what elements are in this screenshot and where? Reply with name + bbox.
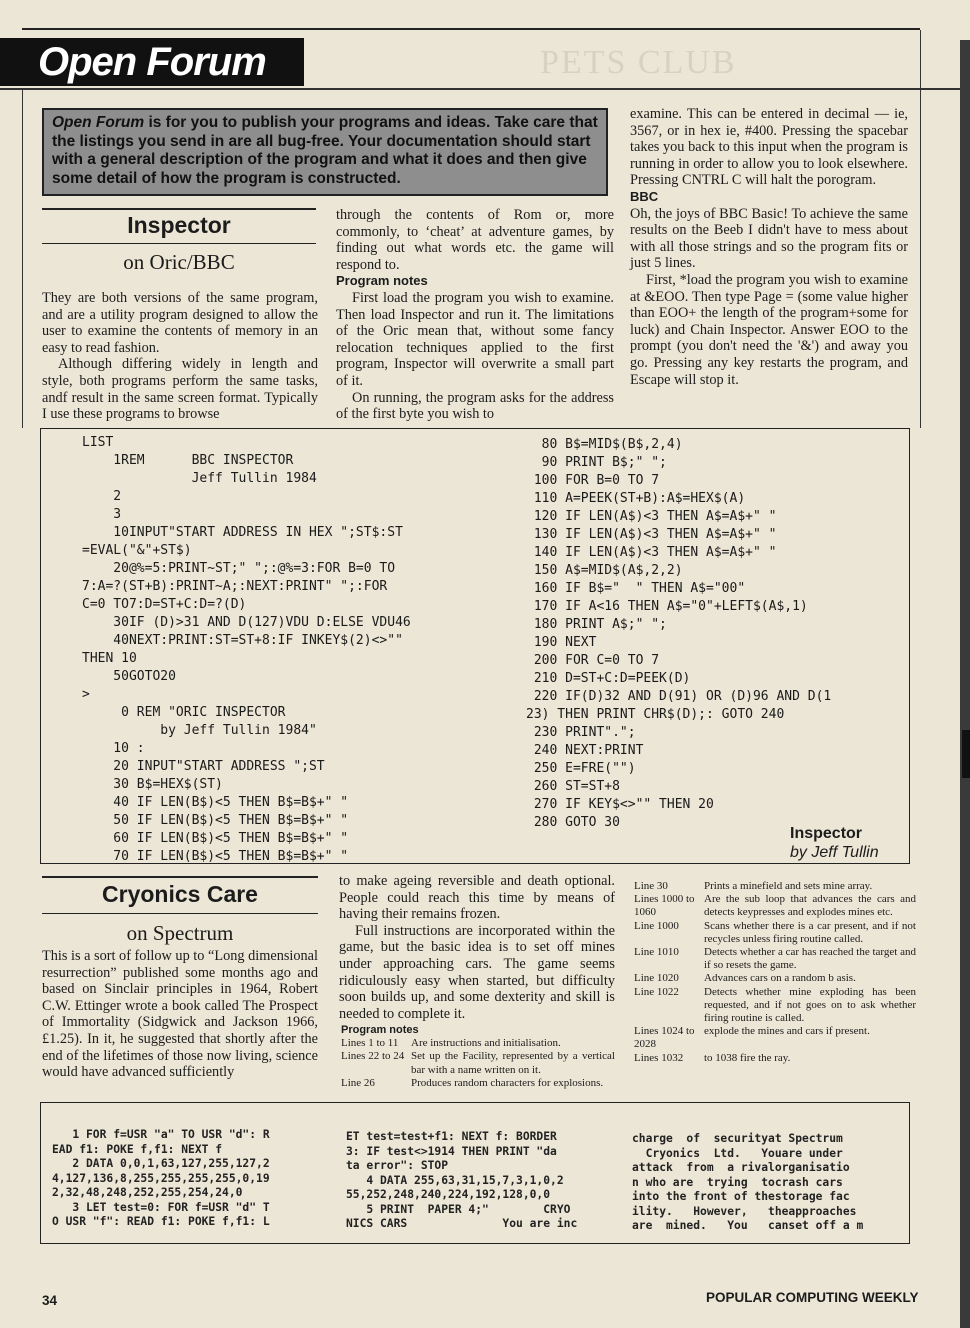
- note-text: Set up the Facility, represented by a vertical bar with a name written on it.: [411, 1050, 615, 1076]
- note-text: to 1038 fire the ray.: [704, 1051, 791, 1064]
- intro-box: [42, 108, 608, 196]
- article-subtitle-inspector: on Oric/BBC: [123, 250, 235, 274]
- cryonics-rule-mid: [42, 913, 318, 914]
- note-line: Line 1020: [634, 972, 679, 985]
- code-listing-bbc-oric: LIST 1REM BBC INSPECTOR Jeff Tullin 1984 2 3 10INPUT"START ADDRESS IN HEX ";ST$:ST =EVAL("&"+ST$) 20@%=5:PRINT~ST;" ";:@%=3:FOR B=0 TO 7:A=?(ST+B):PRINT~A;:NEXT:PRINT" ";:FOR C=0 TO7:D=ST+C:D=?(D) 30IF (D)>31 AND D(127)VDU D:ELSE VDU46 40NEXT:PRINT:ST=ST+8:IF INKEY$(2)<>"" THEN 10 50GOTO20 > 0 REM "ORIC INSPECTOR by Jeff Tullin 1984" 10 : 20 INPUT"START ADDRESS ";ST 30 B$=HEX$(ST) 40 IF LEN(B$)<5 THEN B$=B$+" " 50 IF LEN(B$)<5 THEN B$=B$+" " 60 IF LEN(B$)<5 THEN B$=B$+" " 70 IF LEN(B$)<5 THEN B$=B$+" ": [82, 435, 411, 864]
- column-rule-right: [920, 30, 921, 428]
- inspector-rule-top: [42, 208, 316, 210]
- note-line: Lines 1024 to 2028: [634, 1025, 695, 1051]
- note-row: [634, 972, 916, 985]
- inspector-column-3: [630, 106, 908, 388]
- note-text: Detects whether mine exploding has been requested, and if not goes on to ask whether firing routine is called.: [704, 985, 916, 1025]
- note-text: Prints a minefield and sets mine array.: [704, 880, 873, 892]
- paragraph: On running, the program asks for the address of the first byte you wish to: [336, 389, 614, 423]
- note-row: [634, 986, 916, 1026]
- article-title-cryonics: Cryonics Care: [102, 881, 258, 907]
- code-listing-spectrum-1: 1 FOR f=USR "a" TO USR "d": R EAD f1: POKE f,f1: NEXT f 2 DATA 0,0,1,63,127,255,127,2 4,127,136,8,255,255,255,255,0,19 2,32,48,248,252,255,254,24,0 3 LET test=0: FOR f=USR "d" T O USR "f": READ f1: POKE f,f1: L: [52, 1128, 270, 1228]
- inspector-column-2: [336, 207, 614, 423]
- column-rule-left: [22, 90, 23, 428]
- note-text: Advances cars on a random b asis.: [704, 972, 856, 985]
- note-text: Scans whether there is a car present, and if not recycles unless firing routine called.: [704, 919, 916, 945]
- page-number: 34: [42, 1293, 58, 1308]
- note-line: Line 30: [634, 880, 668, 892]
- inspector-rule-mid: [42, 243, 316, 244]
- program-notes-left: [341, 1024, 615, 1090]
- cryonics-rule-top: [42, 876, 318, 878]
- paragraph: to make ageing reversible and death optional. People could reach this time by means of having their remains frozen.: [339, 873, 615, 923]
- note-line: Lines 22 to 24: [341, 1050, 405, 1063]
- section-heading: Program notes: [336, 273, 428, 289]
- page-edge-mark: [962, 730, 970, 778]
- paragraph: examine. This can be entered in decimal — ie, 3567, or in hex ie, #400. Pressing the spacebar takes you back to this input when the program is running in order to allow you to look elsewhere. Pressing CNTRL C will halt the porogram.: [630, 106, 908, 189]
- show-through-text: PETS CLUB: [540, 44, 737, 81]
- note-row: [634, 920, 916, 946]
- note-row: [634, 880, 916, 893]
- article-title-inspector: Inspector: [127, 212, 231, 238]
- section-banner: Open Forum: [0, 38, 304, 86]
- intro-text: is for you to publish your programs and ideas. Take care that the listings you send in are all bug-free. Your documentation should start with a general description of the program and what it does and then give some detail of how the program is constructed.: [52, 114, 598, 187]
- note-row: [634, 1052, 916, 1065]
- intro-highlight: Open Forum: [52, 114, 145, 131]
- paragraph: Oh, the joys of BBC Basic! To achieve the same results on the Beeb I didn't have to mess about with all those strings and so the program fits or just 5 lines.: [630, 205, 908, 272]
- note-line: Line 1000: [634, 919, 679, 932]
- note-text: explode the mines and cars if present.: [704, 1025, 870, 1038]
- note-text: Produces random characters for explosions.: [411, 1076, 604, 1089]
- banner-rule: [0, 88, 960, 90]
- note-line: Lines 1032: [634, 1051, 684, 1064]
- paragraph: This is a sort of follow up to “Long dimensional resurrection” published some months ago and based on Sinclair principles in 1964, Robert C.W. Ettinger wrote a book called The Prospect of Immortality (Sidgwick and Jackson 1966, £1.25). In it, he suggested that shortly after the end of the lifetimes of those now living, science would have advanced sufficiently: [42, 948, 318, 1081]
- paragraph: First load the program you wish to examine. Then load Inspector and run it. The limitations of the Oric mean that, without some fancy relocation techniques applied to the first program, Inspector will overwrite a small part of it.: [336, 289, 614, 389]
- note-row: [341, 1050, 615, 1076]
- cryonics-column-2: [339, 873, 615, 1022]
- note-row: [341, 1037, 615, 1050]
- paragraph: They are both versions of the same program, and are a utility program designed to allow the user to examine the contents of memory in an easy to read fashion.: [42, 290, 318, 356]
- inspector-column-1: [42, 290, 318, 423]
- code-listing-spectrum-2: ET test=test+f1: NEXT f: BORDER 3: IF test<>1914 THEN PRINT "da ta error": STOP 4 DATA 255,63,31,15,7,3,1,0,2 55,252,248,240,224,192,128,0,0 5 PRINT PAPER 4;" CRYO NICS CARS You are inc: [346, 1130, 578, 1230]
- page-edge-shadow: [960, 40, 970, 1328]
- code-listing-oric-continued: 80 B$=MID$(B$,2,4) 90 PRINT B$;" "; 100 FOR B=0 TO 7 110 A=PEEK(ST+B):A$=HEX$(A) 120 IF LEN(A$)<3 THEN A$=A$+" " 130 IF LEN(A$)<3 THEN A$=A$+" " 140 IF LEN(A$)<3 THEN A$=A$+" " 150 A$=MID$(A$,2,2) 160 IF B$=" " THEN A$="00" 170 IF A<16 THEN A$="0"+LEFT$(A$,1) 180 PRINT A$;" "; 190 NEXT 200 FOR C=0 TO 7 210 D=ST+C:D=PEEK(D) 220 IF(D)32 AND D(91) OR (D)96 AND D(1 23) THEN PRINT CHR$(D);: GOTO 240 230 PRINT"."; 240 NEXT:PRINT 250 E=FRE("") 260 ST=ST+8 270 IF KEY$<>"" THEN 20 280 GOTO 30: [526, 437, 832, 830]
- note-line: Lines 1000 to 1060: [634, 893, 695, 919]
- note-text: Are instructions and initialisation.: [411, 1037, 561, 1050]
- note-line: Line 26: [341, 1076, 375, 1089]
- magazine-name: POPULAR COMPUTING WEEKLY: [706, 1290, 919, 1305]
- note-line: Line 1022: [634, 985, 679, 998]
- paragraph: Full instructions are incorporated within the game, but the basic idea is to set off mines under approaching cars. The game seems ridiculously easy when started, but difficulty soon builds up, and some dexterity and skill is needed to complete it.: [339, 922, 615, 1022]
- paragraph: Although differing widely in length and style, both programs perform the same tasks, andf result in the same screen format. Typically I use these programs to browse: [42, 356, 318, 423]
- article-subtitle-cryonics: on Spectrum: [126, 921, 234, 945]
- cryonics-column-1: [42, 948, 318, 1081]
- note-row: [634, 946, 916, 972]
- note-line: Line 1010: [634, 946, 679, 959]
- notes-heading: Program notes: [341, 1024, 419, 1036]
- note-line: Lines 1 to 11: [341, 1037, 399, 1050]
- credit-author: by Jeff Tullin: [790, 844, 879, 861]
- note-text: Detects whether a car has reached the target and if so resets the game.: [704, 946, 916, 972]
- credit-title: Inspector: [790, 825, 863, 842]
- note-text: Are the sub loop that advances the cars and detects keypresses and explodes mines etc.: [704, 893, 916, 919]
- note-row: [634, 1025, 916, 1051]
- code-listing-spectrum-3: charge of securityat Spectrum Cryonics Ltd. Youare under attack from a rivalorganisatio n who are trying tocrash cars into the front of thestorage fac ility. However, theapproaches are mined. You canset off a m: [632, 1132, 864, 1232]
- paragraph: First, *load the program you wish to examine at &EOO. Then type Page = (some value higher than EOO+ the length of the program+some for luck) and Chain Inspector. Answer EOO to the prompt (you don't need the '&') and away you go. Pressing any key restarts the program, and Escape will stop it.: [630, 271, 908, 388]
- note-row: [634, 893, 916, 919]
- listing-credit: [790, 824, 879, 862]
- section-heading: BBC: [630, 188, 659, 204]
- paragraph: through the contents of Rom or, more commonly, to ‘cheat’ at adventure games, by finding out what words etc. the game will respond to.: [336, 207, 614, 273]
- note-row: [341, 1077, 615, 1090]
- program-notes-right: [634, 880, 916, 1065]
- top-rule: [22, 28, 920, 30]
